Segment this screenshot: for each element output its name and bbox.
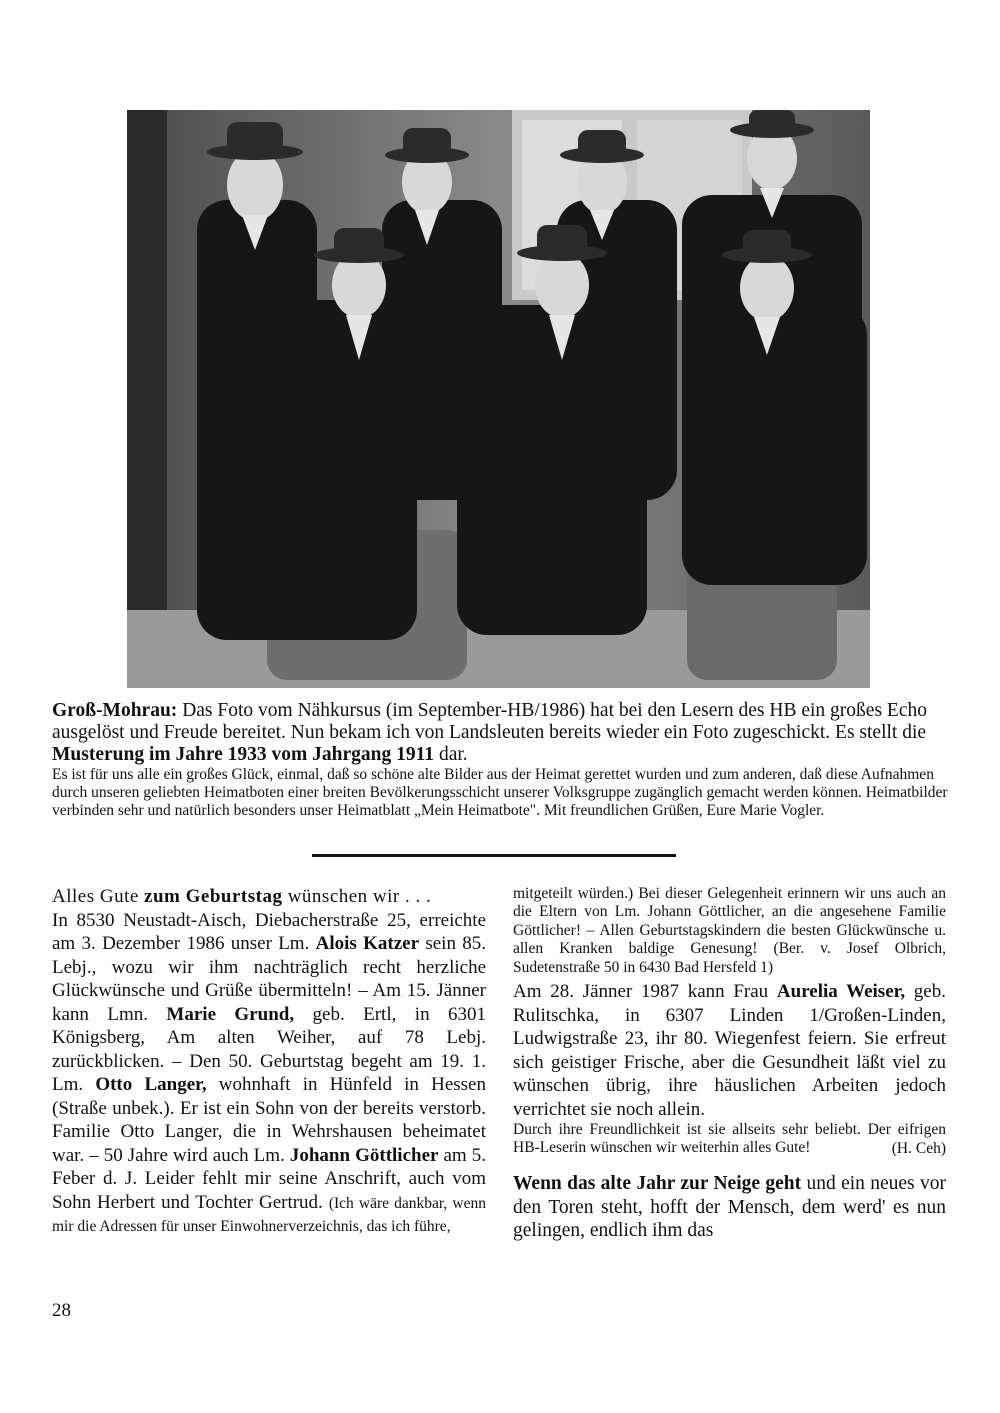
caption-place: Groß-Mohrau:	[52, 700, 178, 721]
text: geb. Rulitschka, in 6307 Linden 1/Großen-Linden, Ludwigstraße 23, ihr 80. Wiegenfest feiern. Sie erfreut sich geistiger Frische, aber die Gesundheit läßt viel zu wünschen übrig, ihre häuslichen Arbeiten jedoch verrichtet sie noch allein.	[513, 981, 946, 1120]
small-text: (Ich wäre dankbar, wenn mir die Adressen für unser Einwohnerverzeichnis, das ich führe,	[52, 1194, 486, 1235]
left-column	[52, 885, 486, 1238]
birthday-paragraph	[52, 909, 486, 1238]
birthday-heading	[52, 885, 486, 909]
page-number: 28	[52, 1300, 71, 1321]
divider-rule	[312, 854, 676, 857]
signature: (H. Ceh)	[891, 1139, 946, 1157]
caption-text-2: dar.	[434, 744, 468, 765]
heading-text: Alles Gute	[52, 886, 145, 907]
text: wohnhaft in Hünfeld in Hessen (Straße unbek.). Er ist ein Sohn von der bereits verstorb. Familie Otto Langer, die in Wehrshausen beheimatet war. – 50 Jahre wird auch Lm.	[52, 1074, 486, 1166]
group-photo	[127, 110, 870, 688]
name-aurelia-weiser: Aurelia Weiser,	[776, 981, 906, 1003]
text: Durch ihre Freundlichkeit ist sie allseits sehr beliebt. Der eifrigen HB-Leserin wünschen wir weiterhin alles Gute!	[513, 1121, 946, 1157]
photo-caption	[52, 700, 952, 820]
name-johann-goettlicher: Johann Göttlicher	[289, 1144, 439, 1166]
caption-text-1: Das Foto vom Nähkursus (im September-HB/1986) hat bei den Lesern des HB ein großes Echo ausgelöst und Freude bereitet. Nun bekam ich von Landsleuten bereits wieder ein Foto zugeschickt. Es stellt die	[52, 700, 927, 743]
text: und ein neues vor den Toren steht, hofft der Mensch, dem werd' es nun gelingen, endlich ihm das	[513, 1173, 946, 1242]
heading-bold: zum Geburtstag	[144, 886, 283, 907]
caption-highlight: Musterung im Jahre 1933 vom Jahrgang 1911	[52, 744, 435, 765]
right-column	[513, 885, 946, 1243]
text: Am 28. Jänner 1987 kann Frau	[513, 981, 777, 1003]
new-year-paragraph	[513, 1172, 946, 1243]
text: geb. Ertl, in 6301 Königsberg, Am alten Weiher, auf 78 Lebj. zurückblicken. – Den 50. Geburtstag begeht am 19. 1. Lm.	[52, 1003, 486, 1095]
name-alois-katzer: Alois Katzer	[315, 933, 420, 954]
continuation-text: mitgeteilt würden.) Bei dieser Gelegenheit erinnern wir uns auch an die Eltern von Lm. Johann Göttlicher, an die angesehene Familie Göttlicher! – Allen Geburtstagskindern die besten Glückwünsche u. allen Kranken baldige Genesung! (Ber. v. Josef Olbrich, Sudetenstraße 50 in 6430 Bad Hersfeld 1)	[513, 885, 946, 976]
text: am 5. Feber d. J. Leider fehlt mir seine Anschrift, auch vom Sohn Herbert und Tochter Gertrud.	[52, 1144, 486, 1213]
new-year-bold: Wenn das alte Jahr zur Neige geht	[513, 1173, 802, 1195]
name-otto-langer: Otto Langer,	[95, 1074, 207, 1095]
text: sein 85. Lebj., wozu wir ihm nachträglich recht herzliche Glückwünsche und Grüße übermitteln! – Am 15. Jänner kann Lmn.	[52, 933, 487, 1025]
name-marie-grund: Marie Grund,	[166, 1003, 295, 1025]
caption-small: Es ist für uns alle ein großes Glück, einmal, daß so schöne alte Bilder aus der Heimat gerettet wurden und zum anderen, daß diese Aufnahmen durch unseren geliebten Heimatboten einer breiten Bevölkerungsschicht unserer Volksgruppe zugänglich gemacht werden können. Heimatbilder verbinden sehr und natürlich besonders unser Heimatblatt „Mein Heimatbote". Mit freundlichen Grüßen, Eure Marie Vogler.	[52, 766, 948, 819]
weiser-paragraph	[513, 980, 946, 1121]
heading-text-2: wünschen wir . . .	[282, 886, 432, 907]
text: In 8530 Neustadt-Aisch, Diebacherstraße 25, erreichte am 3. Dezember 1986 unser Lm.	[52, 909, 486, 954]
